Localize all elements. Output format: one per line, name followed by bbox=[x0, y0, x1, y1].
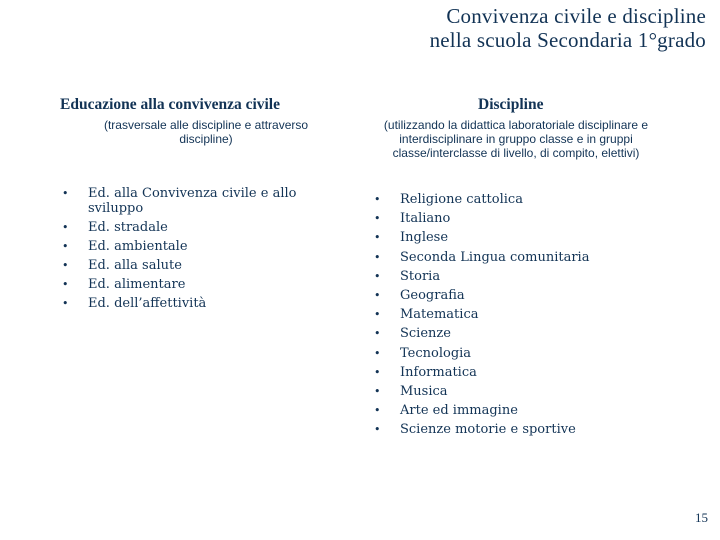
list-item: • Storia bbox=[374, 267, 674, 286]
right-bullet-list bbox=[374, 190, 674, 440]
list-item: • Ed. alla Convivenza civile e allo sviluppo bbox=[62, 186, 297, 216]
list-item: • Geografia bbox=[374, 286, 674, 305]
bullet-icon: • bbox=[374, 289, 381, 303]
list-item: • Scienze motorie e sportive bbox=[374, 420, 674, 439]
list-item: • Ed. alla salute bbox=[62, 258, 182, 273]
bullet-icon: • bbox=[62, 259, 69, 272]
bullet-icon: • bbox=[374, 231, 381, 245]
bullet-icon: • bbox=[374, 423, 381, 437]
list-item: • Arte ed immagine bbox=[374, 401, 674, 420]
list-item: • Ed. ambientale bbox=[62, 239, 188, 254]
bullet-icon: • bbox=[374, 404, 381, 418]
right-column-heading: Discipline bbox=[478, 96, 544, 113]
slide-title-line-1: Convivenza civile e discipline bbox=[446, 4, 706, 28]
slide-title-line-2: nella scuola Secondaria 1°grado bbox=[429, 28, 706, 52]
bullet-icon: • bbox=[62, 278, 69, 291]
bullet-icon: • bbox=[374, 193, 381, 206]
list-item: • Matematica bbox=[374, 305, 674, 324]
bullet-icon: • bbox=[374, 346, 381, 360]
list-item: • Scienze bbox=[374, 324, 674, 343]
bullet-icon: • bbox=[62, 297, 69, 310]
bullet-icon: • bbox=[374, 327, 381, 341]
bullet-icon: • bbox=[374, 385, 381, 399]
list-item: • Ed. stradale bbox=[62, 220, 168, 235]
slide-title bbox=[430, 4, 706, 52]
bullet-icon: • bbox=[62, 221, 69, 234]
left-column-subtitle: (trasversale alle discipline e attraverso discipline) bbox=[103, 118, 309, 146]
bullet-icon: • bbox=[374, 212, 381, 226]
list-item: • Seconda Lingua comunitaria bbox=[374, 248, 674, 267]
right-column-subtitle: (utilizzando la didattica laboratoriale disciplinare e interdisciplinare in gruppo classe e in gruppi classe/interclasse di livello, di compito, elettivi) bbox=[383, 118, 649, 160]
bullet-icon: • bbox=[374, 269, 381, 283]
bullet-icon: • bbox=[374, 250, 381, 264]
page-number: 15 bbox=[695, 510, 708, 525]
list-item: • Tecnologia bbox=[374, 344, 674, 363]
list-item: • Italiano bbox=[374, 209, 674, 228]
bullet-icon: • bbox=[374, 308, 381, 322]
list-item: • Religione cattolica bbox=[374, 190, 674, 209]
list-item: • Informatica bbox=[374, 363, 674, 382]
bullet-icon: • bbox=[62, 187, 69, 200]
list-item: • Ed. dell’affettività bbox=[62, 296, 207, 311]
bullet-icon: • bbox=[62, 240, 69, 253]
list-item: • Inglese bbox=[374, 228, 674, 247]
left-column-heading: Educazione alla convivenza civile bbox=[60, 96, 280, 113]
bullet-icon: • bbox=[374, 365, 381, 379]
left-bullet-list bbox=[62, 186, 312, 315]
list-item: • Ed. alimentare bbox=[62, 277, 186, 292]
list-item: • Musica bbox=[374, 382, 674, 401]
